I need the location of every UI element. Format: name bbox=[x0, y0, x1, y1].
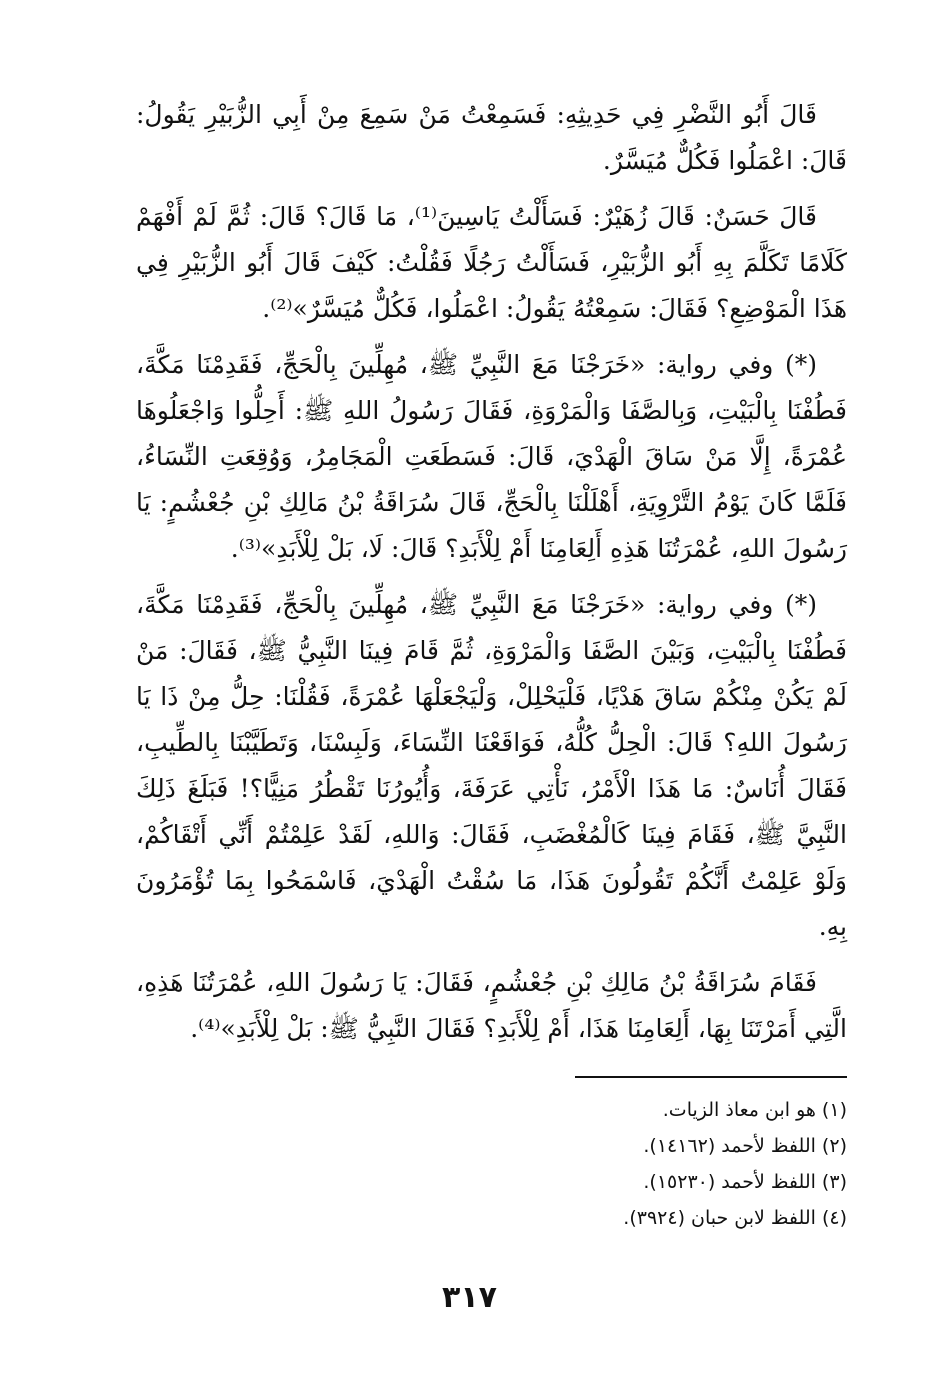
footnotes bbox=[136, 1092, 847, 1236]
page-number: ٣١٧ bbox=[442, 1280, 497, 1315]
footnote-1: (١) هو ابن معاذ الزيات. bbox=[662, 1099, 847, 1121]
footnote-divider bbox=[575, 1076, 847, 1078]
footnote-3: (٣) اللفظ لأحمد (١٥٢٣٠). bbox=[643, 1171, 847, 1193]
footnote-4: (٤) اللفظ لابن حبان (٣٩٢٤). bbox=[623, 1207, 847, 1229]
paragraph-suraqa: فَقَامَ سُرَاقَةُ بْنُ مَالِكِ بْنِ جُعْشُمٍ، فَقَالَ: يَا رَسُولَ اللهِ، عُمْرَتُنَا هَذِهِ، الَّتِي أَمَرْتَنَا بِهَا، أَلِعَامِنَا هَذَا، أَمْ لِلْأَبَدِ؟ فَقَالَ النَّبِيُّ ﷺ: بَلْ لِلْأَبَدِ»⁽⁴⁾. bbox=[136, 968, 847, 1043]
main-text bbox=[136, 92, 847, 1052]
paragraph-riwaya-2: (*) وفي رواية: «خَرَجْنَا مَعَ النَّبِيِّ ﷺ، مُهِلِّينَ بِالْحَجِّ، فَقَدِمْنَا مَكَّةَ، فَطُفْنَا بِالْبَيْتِ، وَبَيْنَ الصَّفَا وَالْمَرْوَةِ، ثُمَّ قَامَ فِينَا النَّبِيُّ ﷺ، فَقَالَ: مَنْ لَمْ يَكُنْ مِنْكُمْ سَاقَ هَدْيًا، فَلْيَحْلِلْ، وَلْيَجْعَلْهَا عُمْرَةً، فَقُلْنَا: حِلُّ مِنْ ذَا يَا رَسُولَ اللهِ؟ قَالَ: الْحِلُّ كُلُّهُ، فَوَاقَعْنَا النِّسَاءَ، وَلَبِسْنَا، وَتَطَيَّبْنَا بِالطِّيبِ، فَقَالَ أُنَاسٌ: مَا هَذَا الْأَمْرُ، نَأْتِي عَرَفَةَ، وَأُيُورُنَا تَقْطُرُ مَنِيًّا؟! فَبَلَغَ ذَلِكَ النَّبِيَّ ﷺ، فَقَامَ فِينَا كَالْمُغْضَبِ، فَقَالَ: وَاللهِ، لَقَدْ عَلِمْتُمْ أَنِّي أَتْقَاكُمْ، وَلَوْ عَلِمْتُ أَنَّكُمْ تَقُولُونَ هَذَا، مَا سُقْتُ الْهَدْيَ، فَاسْمَحُوا بِمَا تُؤْمَرُونَ بِهِ. bbox=[136, 590, 847, 941]
footnote-2: (٢) اللفظ لأحمد (١٤١٦٢). bbox=[643, 1135, 847, 1157]
paragraph-riwaya-1: (*) وفي رواية: «خَرَجْنَا مَعَ النَّبِيِّ ﷺ، مُهِلِّينَ بِالْحَجِّ، فَقَدِمْنَا مَكَّةَ، فَطُفْنَا بِالْبَيْتِ، وَبِالصَّفَا وَالْمَرْوَةِ، فَقَالَ رَسُولُ اللهِ ﷺ: أَحِلُّوا وَاجْعَلُوهَا عُمْرَةً، إِلَّا مَنْ سَاقَ الْهَدْيَ، قَالَ: فَسَطَعَتِ الْمَجَامِرُ، وَوُقِعَتِ النِّسَاءُ، فَلَمَّا كَانَ يَوْمُ التَّرْوِيَةِ، أَهْلَلْنَا بِالْحَجِّ، قَالَ سُرَاقَةُ بْنُ مَالِكِ بْنِ جُعْشُمٍ: يَا رَسُولَ اللهِ، عُمْرَتُنَا هَذِهِ أَلِعَامِنَا أَمْ لِلْأَبَدِ؟ قَالَ: لَا، بَلْ لِلْأَبَدِ»⁽³⁾. bbox=[136, 350, 847, 563]
paragraph-hasan-zuhayr: قَالَ حَسَنٌ: قَالَ زُهَيْرٌ: فَسَأَلْتُ يَاسِينَ⁽¹⁾، مَا قَالَ؟ قَالَ: ثُمَّ لَمْ أَفْهَمْ كَلَامًا تَكَلَّمَ بِهِ أَبُو الزُّبَيْرِ، فَسَأَلْتُ رَجُلًا فَقُلْتُ: كَيْفَ قَالَ أَبُو الزُّبَيْرِ فِي هَذَا الْمَوْضِعِ؟ فَقَالَ: سَمِعْتُهُ يَقُولُ: اعْمَلُوا، فَكُلٌّ مُيَسَّرٌ»⁽²⁾. bbox=[136, 202, 847, 323]
paragraph-abu-nadr: قَالَ أَبُو النَّضْرِ فِي حَدِيثِهِ: فَسَمِعْتُ مَنْ سَمِعَ مِنْ أَبِي الزُّبَيْرِ يَقُولُ: قَالَ: اعْمَلُوا فَكُلٌّ مُيَسَّرٌ. bbox=[136, 100, 847, 175]
